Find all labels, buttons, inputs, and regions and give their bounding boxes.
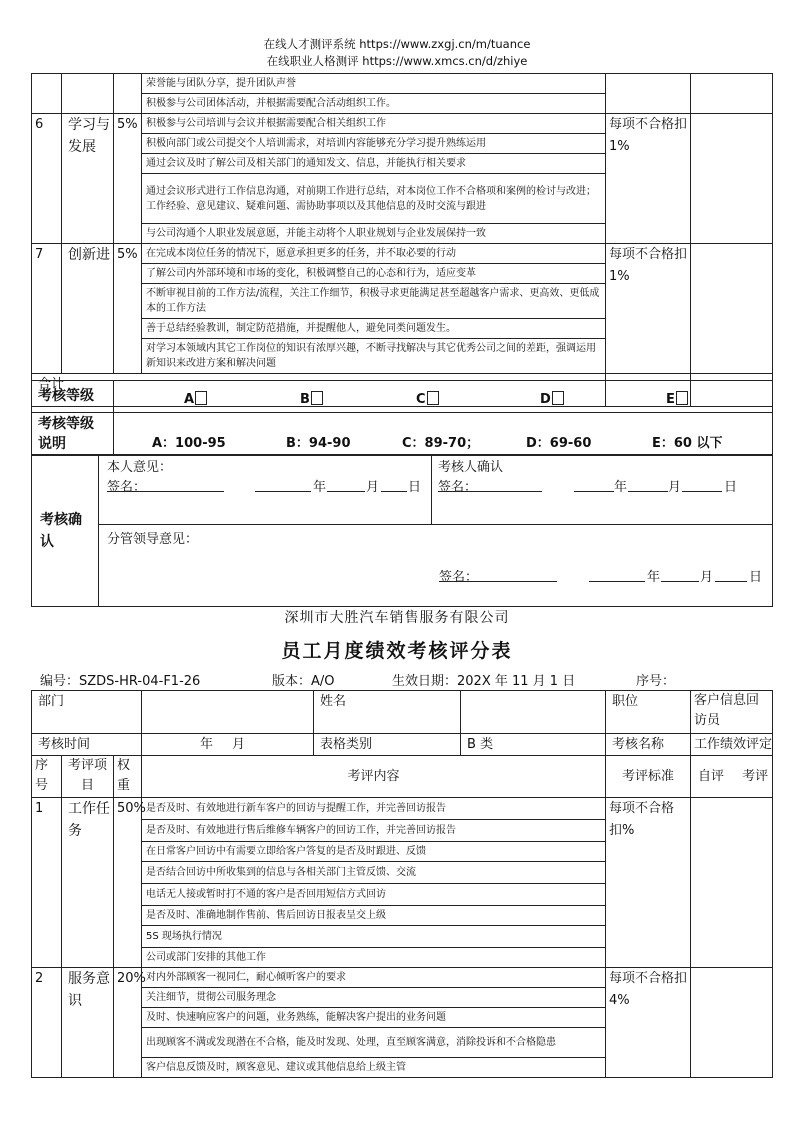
form-code: 编号：SZDS-HR-04-F1-26 [40, 674, 201, 689]
sign-label: 签名： [439, 570, 479, 585]
content-cell: 是否及时、有效地进行新车客户的回访与提醒工作，并完善回访报告 [142, 798, 606, 820]
grade-label: 考核等级 [32, 381, 114, 413]
grade-table [31, 380, 773, 456]
col-no-header: 序号 [32, 756, 62, 798]
period-year: 年 [200, 737, 214, 752]
total-label: 合计 [32, 374, 606, 407]
content-cell: 对内外部顾客一视同仁，耐心倾听客户的要求 [142, 968, 606, 988]
checkbox-icon [311, 391, 323, 405]
grade-c[interactable]: C [416, 389, 439, 410]
grade-desc-label: 考核等级说明 [32, 413, 114, 456]
top-assessment-table [31, 73, 773, 407]
content-cell: 不断审视目前的工作方法/流程，关注工作细节，积极寻求更能满足甚至超越客户需求、更高效、更低成本的工作方法 [142, 284, 606, 319]
content-cell: 积极向部门或公司提交个人培训需求，对培训内容能够充分学习提升熟练运用 [142, 134, 606, 154]
grade-desc-a: A：100-95 [152, 436, 226, 451]
form-seq: 序号： [636, 674, 676, 689]
content-cell: 在完成本岗位任务的情况下，愿意承担更多的任务，并不取必要的行动 [142, 244, 606, 264]
year-label: 年 [313, 480, 327, 495]
content-cell: 电话无人接或暂时打不通的客户是否回用短信方式回访 [142, 884, 606, 906]
row-weight: 50% [114, 798, 142, 968]
date-line[interactable] [715, 567, 747, 582]
row-score[interactable] [691, 798, 773, 968]
grade-e[interactable]: E [666, 389, 688, 410]
content-cell: 积极参与公司培训与会议并根据需要配合相关组织工作 [142, 114, 606, 134]
grade-d[interactable]: D [540, 389, 564, 410]
content-cell: 公司或部门安排的其他工作 [142, 948, 606, 968]
name-value[interactable] [461, 691, 606, 734]
row-item: 服务意识 [62, 968, 114, 1078]
month-label: 月 [668, 480, 682, 495]
row-standard: 每项不合格扣 1% [606, 114, 691, 244]
row-standard: 每项不合格扣 4% [606, 968, 691, 1078]
content-cell: 对学习本领域内其它工作岗位的知识有浓厚兴趣，不断寻找解决与其它优秀公司之间的差距，强调运用新知识来改进方案和解决问题 [142, 339, 606, 374]
leader-opinion-label: 分管领导意见： [107, 532, 199, 547]
row-no: 1 [32, 798, 62, 968]
row-weight: 5% [114, 114, 142, 244]
assess-name-value: 工作绩效评定 [691, 734, 773, 756]
content-cell: 是否及时、准确地制作售前、售后回访日报表呈交上级 [142, 906, 606, 926]
name-label: 姓名 [314, 691, 461, 734]
row-no: 7 [32, 244, 62, 374]
col-content-header: 考评内容 [142, 756, 606, 798]
content-cell: 5S 现场执行情况 [142, 926, 606, 948]
sign-label: 签名： [107, 480, 147, 495]
content-cell: 在日常客户回访中有需要立即给客户答复的是否及时跟进、反馈 [142, 842, 606, 862]
form-type-value: B 类 [461, 734, 606, 756]
row-weight: 20% [114, 968, 142, 1078]
grade-b[interactable]: B [300, 389, 323, 410]
content-cell: 客户信息反馈及时，顾客意见、建议或其他信息给上级主管 [142, 1058, 606, 1078]
date-line[interactable] [628, 477, 668, 492]
month-label: 月 [366, 480, 380, 495]
year-label: 年 [647, 570, 661, 585]
row-weight: 5% [114, 244, 142, 374]
date-line[interactable] [255, 477, 311, 492]
checkbox-icon [195, 391, 207, 405]
day-label: 日 [749, 570, 763, 585]
checkbox-icon [552, 391, 564, 405]
form-effective-date: 生效日期：202X 年 11 月 1 日 [392, 674, 576, 689]
content-cell: 善于总结经验教训，制定防范措施，并提醒他人，避免同类问题发生。 [142, 319, 606, 339]
form-type-label: 表格类别 [314, 734, 461, 756]
signature-line[interactable] [107, 477, 224, 492]
assessor-confirm-label: 考核人确认 [438, 460, 504, 475]
day-label: 日 [724, 480, 738, 495]
header-line-1: 在线人才测评系统 https://www.zxgj.cn/m/tuance [263, 37, 531, 51]
checkbox-icon [427, 391, 439, 405]
col-self-assess-header [691, 756, 773, 798]
grade-a[interactable]: A [184, 389, 207, 410]
row-no: 2 [32, 968, 62, 1078]
row-no: 6 [32, 114, 62, 244]
row-item: 工作任务 [62, 798, 114, 968]
col-standard-header: 考评标准 [606, 756, 691, 798]
date-line[interactable] [682, 477, 722, 492]
content-cell: 关注细节，贯彻公司服务理念 [142, 988, 606, 1008]
col-item-header: 考评项目 [62, 756, 114, 798]
grade-desc-c: C：89-70； [402, 436, 480, 451]
position-label: 职位 [606, 691, 691, 734]
assess-name-label: 考核名称 [606, 734, 691, 756]
leader-opinion-cell[interactable] [99, 525, 773, 607]
content-cell: 通过会议及时了解公司及相关部门的通知发文、信息，并能执行相关要求 [142, 154, 606, 174]
content-cell: 是否结合回访中所收集到的信息与各相关部门主管反馈、交流 [142, 862, 606, 884]
date-line[interactable] [661, 567, 699, 582]
date-line[interactable] [381, 477, 407, 492]
date-line[interactable] [574, 477, 614, 492]
row-score[interactable] [691, 968, 773, 1078]
content-cell: 与公司沟通个人职业发展意愿，并能主动将个人职业规划与企业发展保持一致 [142, 224, 606, 244]
day-label: 日 [408, 480, 422, 495]
checkbox-icon [676, 391, 688, 405]
position-value: 客户信息回访员 [691, 691, 773, 734]
signature-line[interactable] [438, 477, 542, 492]
self-opinion-cell[interactable] [99, 455, 432, 525]
bottom-assessment-table [31, 690, 773, 1078]
grade-desc-d: D：69-60 [526, 436, 592, 451]
header-line-2: 在线职业人格测评 https://www.xmcs.cn/d/zhiye [266, 54, 528, 68]
grade-desc-b: B：94-90 [286, 436, 351, 451]
grade-desc-e: E：60 以下 [652, 436, 723, 451]
page-header [0, 36, 794, 70]
grade-options [114, 381, 773, 413]
date-line[interactable] [589, 567, 645, 582]
col-self-header: 自评 [698, 769, 725, 784]
form-version: 版本：A/O [272, 674, 335, 689]
col-assess-header: 考评 [742, 769, 769, 784]
content-cell: 荣誉能与团队分享，提升团队声誉 [142, 74, 606, 94]
confirm-table [31, 454, 773, 607]
period-value[interactable] [142, 734, 314, 756]
dept-label: 部门 [32, 691, 142, 734]
page-title: 员工月度绩效考核评分表 [281, 640, 513, 662]
grade-desc [114, 413, 773, 456]
row-standard: 每项不合格扣% [606, 798, 691, 968]
date-line[interactable] [327, 477, 365, 492]
assessor-confirm-cell[interactable] [432, 455, 773, 525]
content-cell: 及时、快速响应客户的问题，业务熟练，能解决客户提出的业务问题 [142, 1008, 606, 1028]
content-cell: 出现顾客不满或发现潜在不合格，能及时发现、处理，直至顾客满意，消除投诉和不合格隐患 [142, 1028, 606, 1058]
row-item: 学习与发展 [62, 114, 114, 244]
year-label: 年 [614, 480, 628, 495]
period-month: 月 [232, 737, 246, 752]
sign-label: 签名： [438, 480, 478, 495]
signature-line[interactable] [439, 567, 557, 582]
content-cell: 了解公司内外部环境和市场的变化，积极调整自己的心态和行为，适应变革 [142, 264, 606, 284]
content-cell: 积极参与公司团体活动，并根据需要配合活动组织工作。 [142, 94, 606, 114]
col-weight-header: 权重 [114, 756, 142, 798]
content-cell: 是否及时、有效地进行售后维修车辆客户的回访工作，并完善回访报告 [142, 820, 606, 842]
self-opinion-label: 本人意见： [107, 460, 173, 475]
period-label: 考核时间 [32, 734, 142, 756]
month-label: 月 [700, 570, 714, 585]
row-standard: 每项不合格扣 1% [606, 244, 691, 374]
confirm-label: 考核确认 [32, 455, 99, 607]
row-item: 创新进 [62, 244, 114, 374]
dept-value[interactable] [142, 691, 314, 734]
company-name: 深圳市大胜汽车销售服务有限公司 [284, 610, 510, 626]
content-cell: 通过会议形式进行工作信息沟通，对前期工作进行总结，对本岗位工作不合格项和案例的检讨与改进；工作经验、意见建议、疑难问题、需协助事项以及其他信息的及时交流与跟进 [142, 174, 606, 224]
